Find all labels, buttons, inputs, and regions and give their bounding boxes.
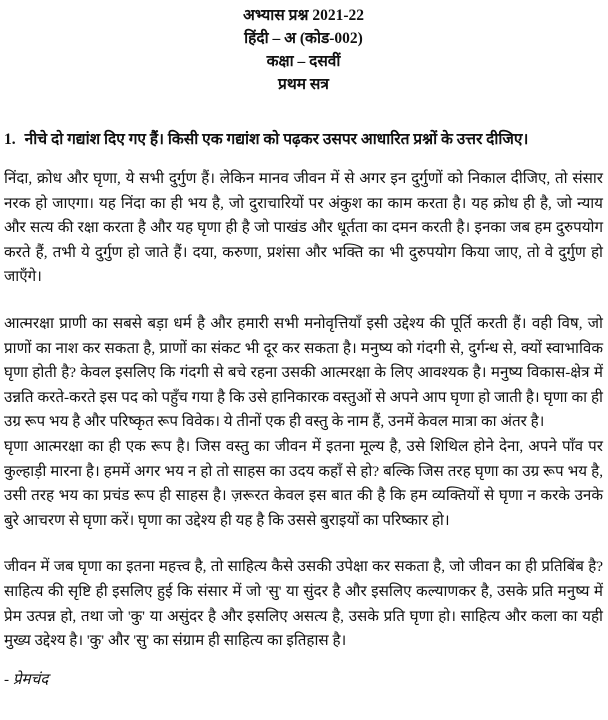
paper-header bbox=[4, 4, 603, 96]
passage-paragraph-3: घृणा आत्मरक्षा का ही एक रूप है। जिस वस्तु का जीवन में इतना मूल्य है, उसे शिथिल होने देना, अपने पाँव पर कुल्हाड़ी मारना है। हममें अगर भय न हो तो साहस का उदय कहाँ से हो? बल्कि जिस तरह घृणा का उग्र रूप भय है, उसी तरह भय का प्रचंड रूप ही साहस है। ज़रूरत केवल इस बात की है कि हम व्यक्तियों से घृणा न करके उनके बुरे आचरण से घृणा करें। घृणा का उद्देश्य ही यह है कि उससे बुराइयों का परिष्कार हो। bbox=[4, 437, 603, 529]
passage-paragraph-2: आत्मरक्षा प्राणी का सबसे बड़ा धर्म है और हमारी सभी मनोवृत्तियाँ इसी उद्देश्य की पूर्ति करती हैं। वही विष, जो प्राणों का नाश कर सकता है, प्राणों का संकट भी दूर कर सकता है। मनुष्य को गंदगी से, दुर्गन्ध से, क्यों स्वाभाविक घृणा होती है? केवल इसलिए कि गंदगी से बचे रहना उसकी आत्मरक्षा के लिए आवश्यक है। मनुष्य विकास-क्षेत्र में उन्नति करते-करते इस पद को पहुँच गया है कि उसे हानिकारक वस्तुओं से अपने आप घृणा हो जाती है। घृणा का ही उग्र रूप भय है और परिष्कृत रूप विवेक। ये तीनों एक ही वस्तु के नाम हैं, उनमें केवल मात्रा का अंतर है। bbox=[4, 314, 603, 431]
paper-title: अभ्यास प्रश्न 2021-22 bbox=[243, 7, 364, 24]
passage-paragraph-4: जीवन में जब घृणा का इतना महत्त्व है, तो साहित्य कैसे उसकी उपेक्षा कर सकता है, जो जीवन का ही प्रतिबिंब है? साहित्य की सृष्टि ही इसलिए हुई कि संसार में जो 'सु' या सुंदर है और इसलिए कल्याणकर है, उसके प्रति मनुष्य में प्रेम उत्पन्न हो, तथा जो 'कु' या असुंदर है और इसलिए असत्य है, उसके प्रति घृणा हो। साहित्य और कला का यही मुख्य उद्देश्य है। 'कु' और 'सु' का संग्राम ही साहित्य का इतिहास है। bbox=[4, 558, 603, 650]
passage-author: - प्रेमचंद bbox=[4, 670, 49, 688]
question-number: 1. bbox=[4, 131, 16, 148]
passage bbox=[4, 167, 603, 691]
question-text: नीचे दो गद्यांश दिए गए हैं। किसी एक गद्यांश को पढ़कर उसपर आधारित प्रश्नों के उत्तर दीजिए। bbox=[24, 131, 529, 148]
paper-class: कक्षा – दसवीं bbox=[266, 53, 341, 70]
passage-paragraph-1: निंदा, क्रोध और घृणा, ये सभी दुर्गुण हैं। लेकिन मानव जीवन में से अगर इन दुर्गुणों को निकाल दीजिए, तो संसार नरक हो जाएगा। यह निंदा का ही भय है, जो दुराचारियों पर अंकुश का काम करता है। यह क्रोध ही है, जो न्याय और सत्य की रक्षा करता है और यह घृणा ही है जो पाखंड और धूर्तता का दमन करती है। इनका जब हम दुरुपयोग करते हैं, तभी ये दुर्गुण हो जाते हैं। दया, करुणा, प्रशंसा और भक्ति का भी दुरुपयोग किया जाए, तो वे दुर्गुण हो जाएँगे। bbox=[4, 170, 603, 286]
paper-subject: हिंदी – अ (कोड-002) bbox=[244, 30, 363, 47]
paper-term: प्रथम सत्र bbox=[278, 76, 329, 93]
question-1 bbox=[4, 128, 603, 151]
